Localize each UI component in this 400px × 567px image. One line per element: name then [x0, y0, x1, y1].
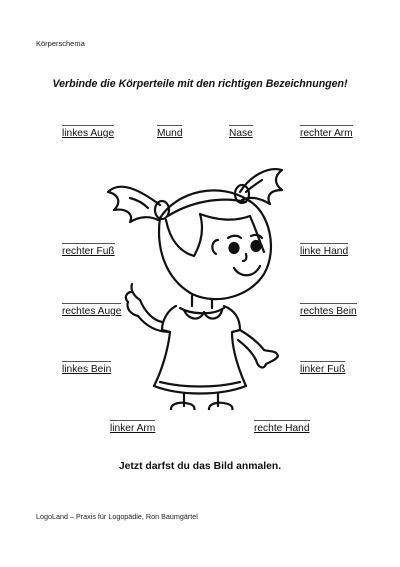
girl-coloring-figure — [100, 150, 300, 410]
term-linker-fuss: linker Fuß — [300, 364, 346, 375]
footer-credit: LogoLand – Praxis für Logopädie, Ron Baumgärtel — [36, 512, 198, 521]
term-rechtes-auge: rechtes Auge — [62, 306, 122, 317]
coloring-instruction: Jetzt darfst du das Bild anmalen. — [118, 461, 282, 472]
term-rechter-fuss: rechter Fuß — [62, 246, 115, 257]
term-linkes-auge: linkes Auge — [62, 128, 115, 139]
term-nase: Nase — [229, 128, 253, 139]
term-rechter-arm: rechter Arm — [300, 128, 353, 139]
term-rechtes-bein: rechtes Bein — [300, 306, 357, 317]
term-mund: Mund — [157, 128, 183, 139]
worksheet-header-label: Körperschema — [36, 39, 85, 48]
term-linkes-bein: linkes Bein — [62, 364, 112, 375]
instruction-text: Verbinde die Körperteile mit den richtigen Bezeichnungen! — [52, 78, 348, 90]
term-rechte-hand: rechte Hand — [254, 423, 310, 434]
term-linke-hand: linke Hand — [300, 246, 349, 257]
term-linker-arm: linker Arm — [110, 423, 156, 434]
